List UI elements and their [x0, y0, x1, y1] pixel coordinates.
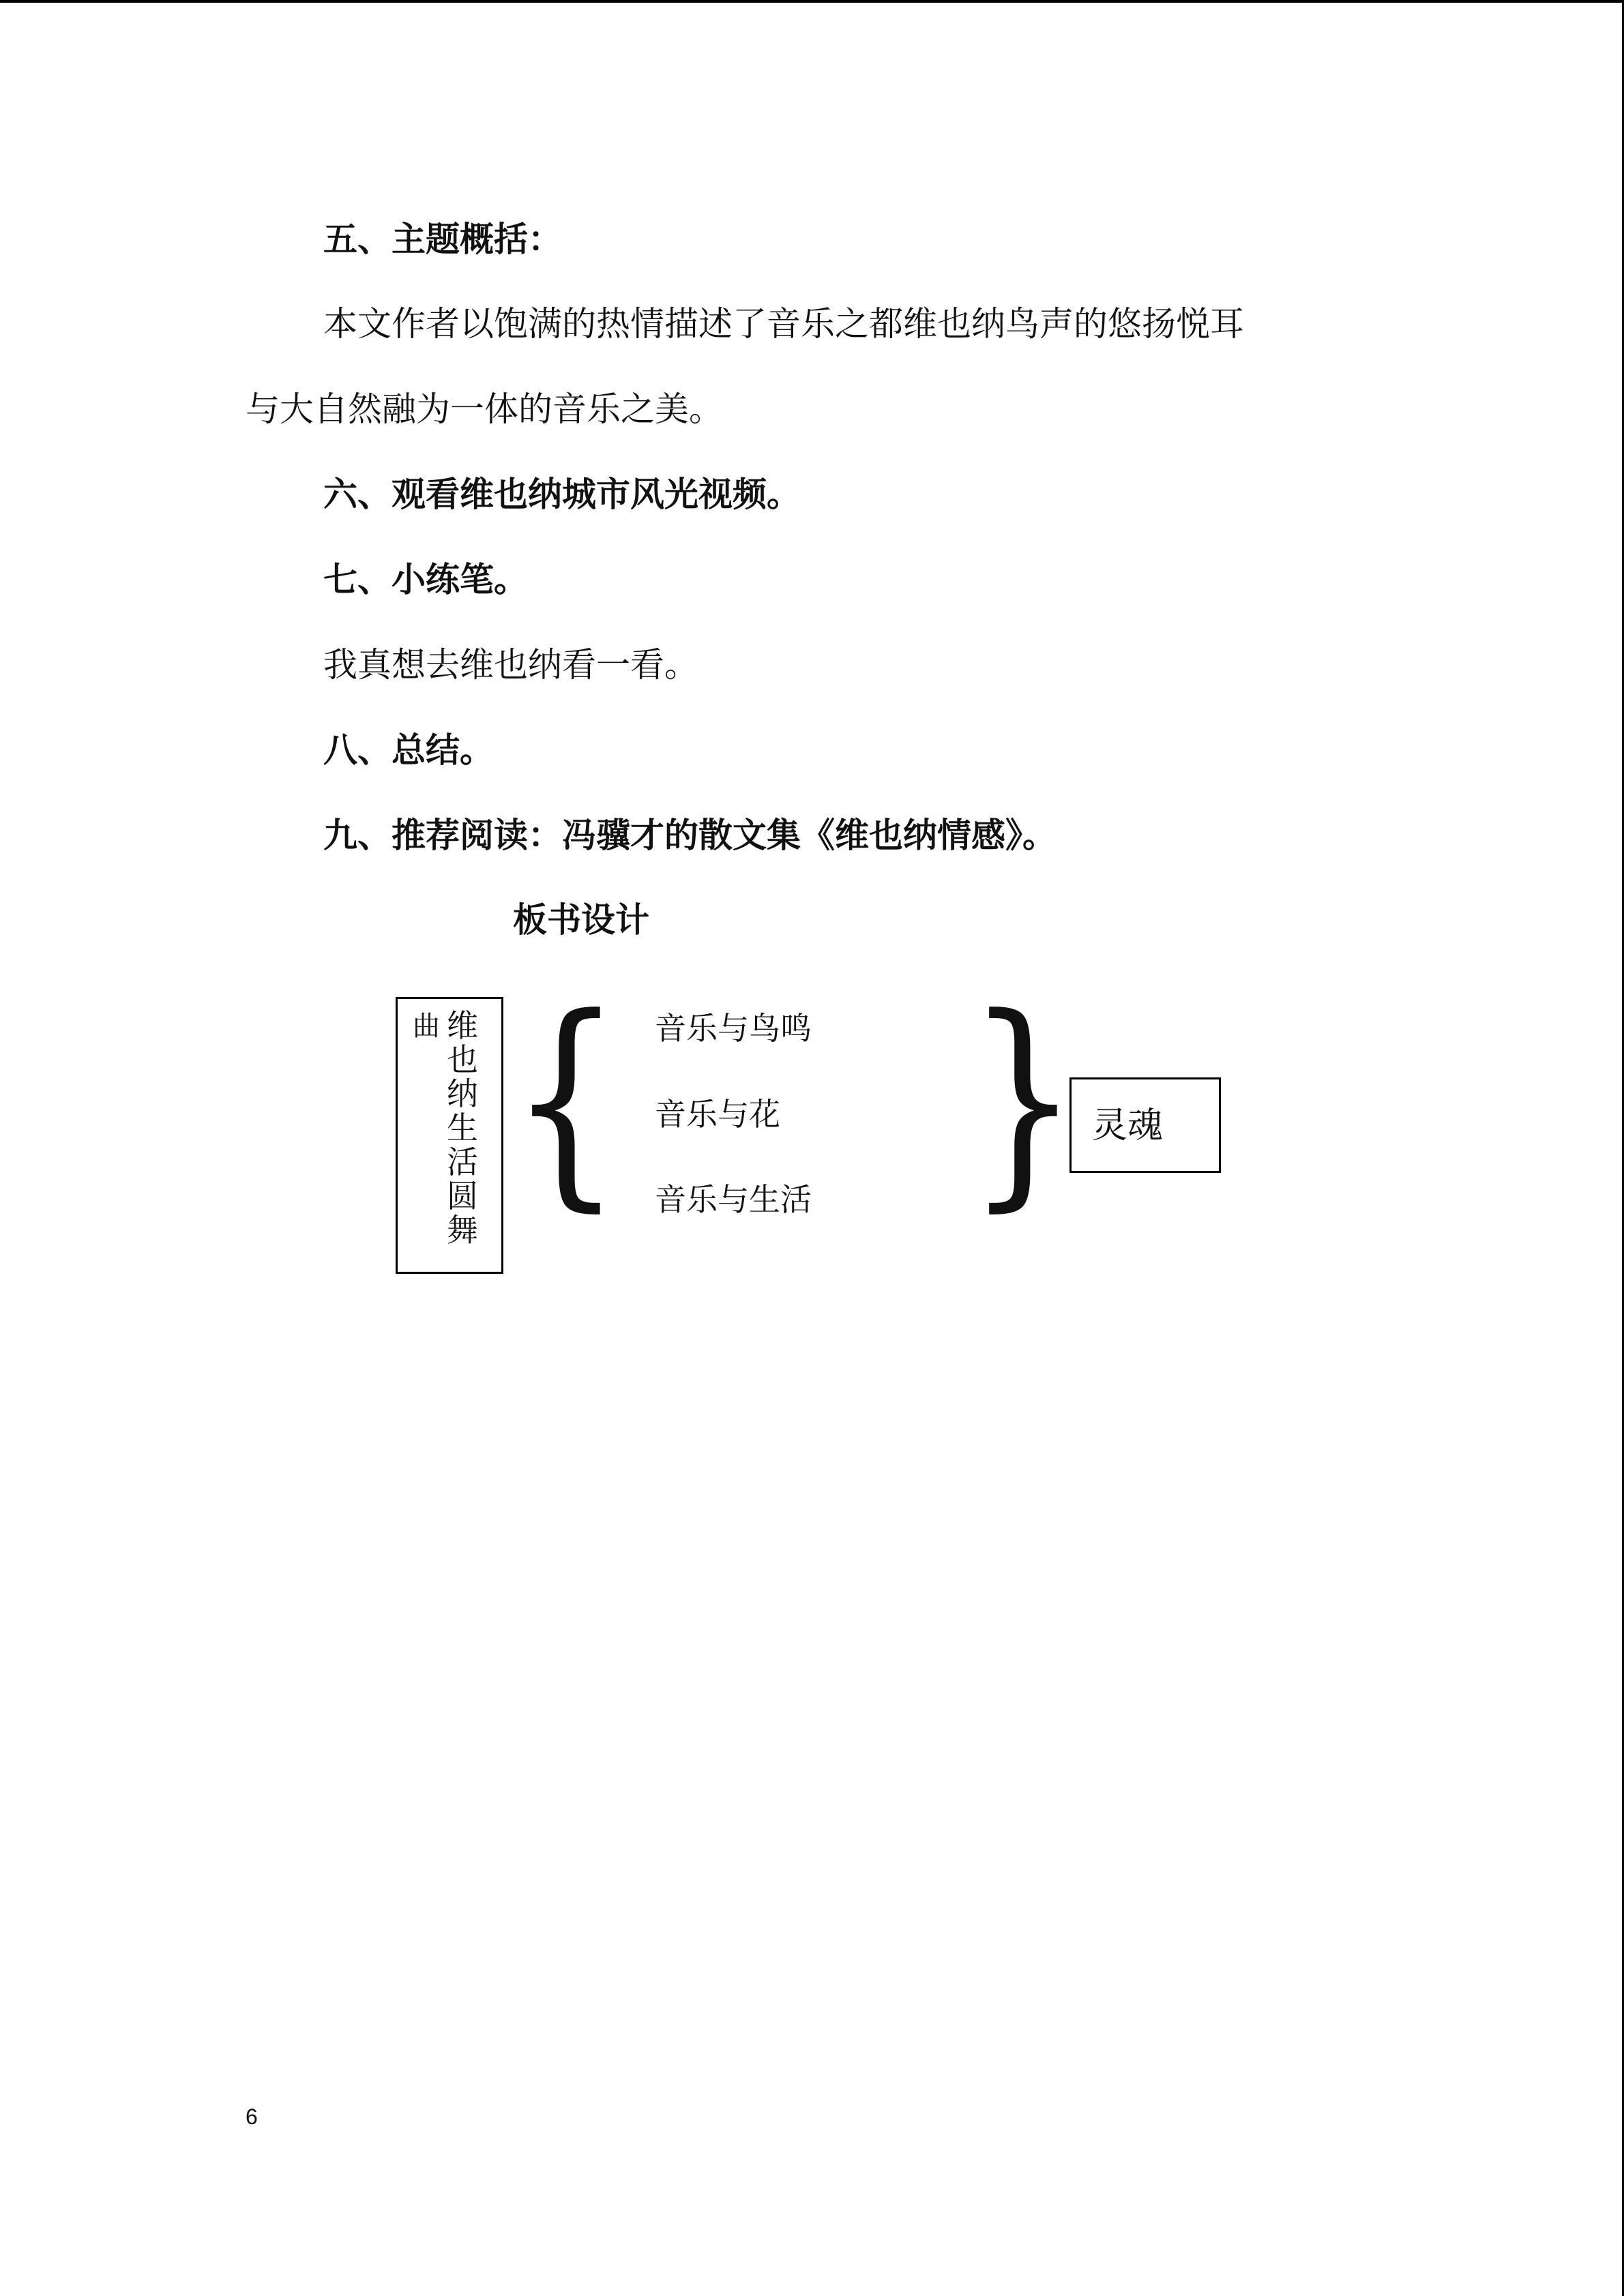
section-5-paragraph-line-2: 与大自然融为一体的音乐之美。 — [246, 389, 723, 429]
board-result-text: 灵魂 — [1092, 1105, 1164, 1146]
section-heading-5: 五、主题概括： — [323, 220, 562, 259]
section-heading-9: 九、推荐阅读：冯骥才的散文集《维也纳情感》。 — [323, 816, 1057, 855]
board-left-sub-text: 曲 — [413, 1011, 440, 1042]
board-item-2: 音乐与花 — [655, 1096, 780, 1133]
page-number: 6 — [246, 2104, 258, 2129]
board-item-3: 音乐与生活 — [655, 1181, 812, 1218]
board-left-main-text: 维也纳生活圆舞 — [447, 1007, 478, 1249]
top-border-line — [0, 0, 1624, 3]
board-design-title: 板书设计 — [513, 900, 649, 940]
section-7-paragraph: 我真想去维也纳看一看。 — [323, 645, 698, 685]
section-5-paragraph-line-1: 本文作者以饱满的热情描述了音乐之都维也纳鸟声的悠扬悦耳 — [323, 304, 1244, 344]
section-heading-7: 七、小练笔。 — [323, 560, 528, 599]
left-curly-brace: { — [510, 969, 622, 1231]
section-heading-8: 八、总结。 — [323, 730, 494, 770]
board-result-box — [1069, 1077, 1221, 1173]
board-left-box — [396, 997, 503, 1274]
section-heading-6: 六、观看维也纳城市风光视频。 — [323, 475, 801, 514]
right-curly-brace: } — [967, 969, 1079, 1231]
board-item-1: 音乐与鸟鸣 — [655, 1010, 812, 1047]
